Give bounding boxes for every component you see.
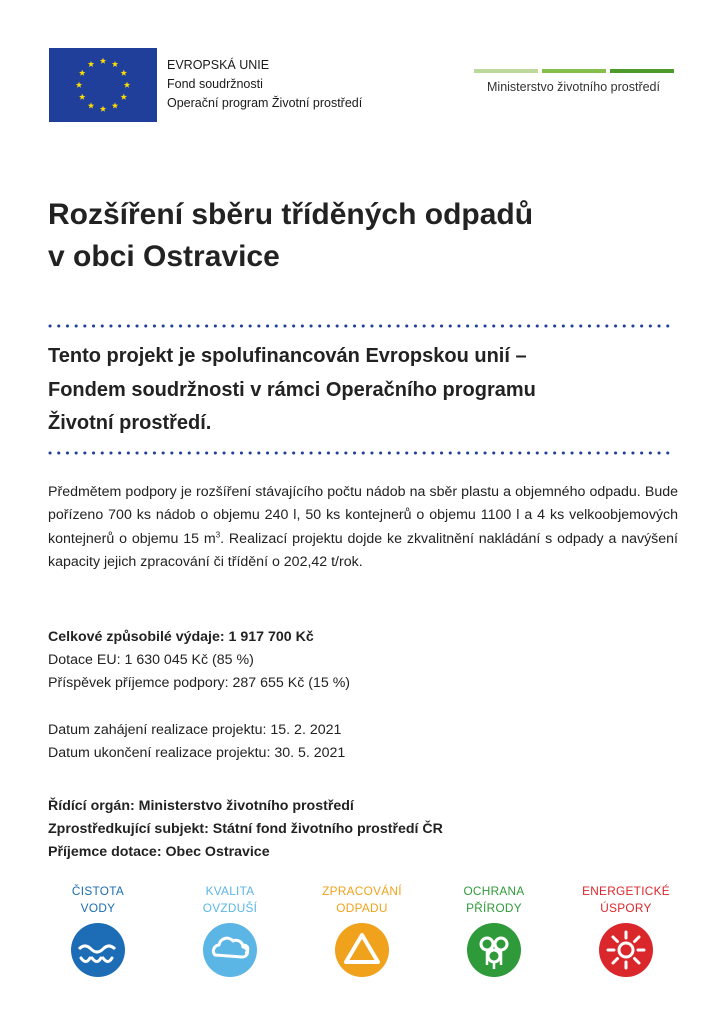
project-description (48, 481, 678, 574)
category-label (170, 883, 290, 917)
eu-flag-logo (49, 48, 157, 122)
recipient-contribution: Příspěvek příjemce podpory: 287 655 Kč (15 %) (48, 675, 351, 691)
ministry-bar-light (474, 69, 538, 73)
nature-icon (467, 923, 521, 977)
category-label-line-1: ZPRACOVÁNÍ (322, 884, 402, 898)
recycle-triangle-icon (335, 923, 389, 977)
eu-stars-icon (49, 48, 157, 122)
cloud-icon (203, 923, 257, 977)
category-label-line-1: ČISTOTA (71, 884, 125, 898)
category-label (566, 883, 686, 917)
category-label (38, 883, 158, 917)
category-label-line-1: KVALITA (205, 884, 255, 898)
intermediate-body: Zprostředkující subjekt: Státní fond životního prostředí ČR (48, 821, 443, 837)
page-title-line-2: v obci Ostravice (48, 240, 280, 273)
category-label-line-2: OVZDUŠÍ (202, 901, 258, 915)
category-label-line-2: VODY (80, 901, 116, 915)
ministry-name: Ministerstvo životního prostředí (487, 80, 660, 94)
sun-icon (599, 923, 653, 977)
dotted-divider-top (48, 324, 678, 328)
eu-fund: Fond soudržnosti (167, 77, 263, 91)
project-start-date: Datum zahájení realizace projektu: 15. 2. 2021 (48, 722, 342, 738)
category-label-line-2: ÚSPORY (600, 901, 652, 915)
category-label (302, 883, 422, 917)
lead-line-1: Tento projekt je spolufinancován Evropskou unií – (48, 345, 527, 367)
water-drops-icon (71, 923, 125, 977)
eu-program: Operační program Životní prostředí (167, 96, 363, 110)
category-label-line-1: ENERGETICKÉ (582, 884, 670, 898)
lead-line-2: Fondem soudržnosti v rámci Operačního programu (48, 379, 536, 401)
description-superscript: 3 (215, 529, 221, 539)
eu-grant: Dotace EU: 1 630 045 Kč (85 %) (48, 652, 254, 668)
description-text-end: . Realizací projektu dojde ke zkvalitnění nakládání s odpady a navýšení kapacity jejich zpracování či třídění o 202,42 t/rok. (48, 530, 678, 570)
ministry-bar-dark (610, 69, 674, 73)
category-label-line-2: PŘÍRODY (466, 901, 522, 915)
eu-name: EVROPSKÁ UNIE (167, 58, 270, 72)
dotted-divider-bottom (48, 451, 678, 455)
total-eligible-costs: Celkové způsobilé výdaje: 1 917 700 Kč (48, 629, 314, 645)
ministry-bar-mid (542, 69, 606, 73)
lead-line-3: Životní prostředí. (48, 412, 212, 434)
managing-authority: Řídící orgán: Ministerstvo životního prostředí (48, 798, 354, 814)
category-label-line-1: OCHRANA (463, 884, 525, 898)
category-label (434, 883, 554, 917)
project-end-date: Datum ukončení realizace projektu: 30. 5. 2021 (48, 745, 346, 761)
description-text: Předmětem podpory je rozšíření stávajícího počtu nádob na sběr plastu a objemného odpadu. Bude pořízeno 700 ks nádob o objemu 240 l, 50 ks kontejnerů o objemu 1100 l a 4 ks velkoobjemových kontejnerů o objemu 15 m (48, 484, 678, 547)
category-label-line-2: ODPADU (336, 901, 388, 915)
ministry-logo-bars (474, 69, 674, 73)
grant-recipient: Příjemce dotace: Obec Ostravice (48, 844, 270, 860)
page-title-line-1: Rozšíření sběru tříděných odpadů (48, 198, 534, 231)
